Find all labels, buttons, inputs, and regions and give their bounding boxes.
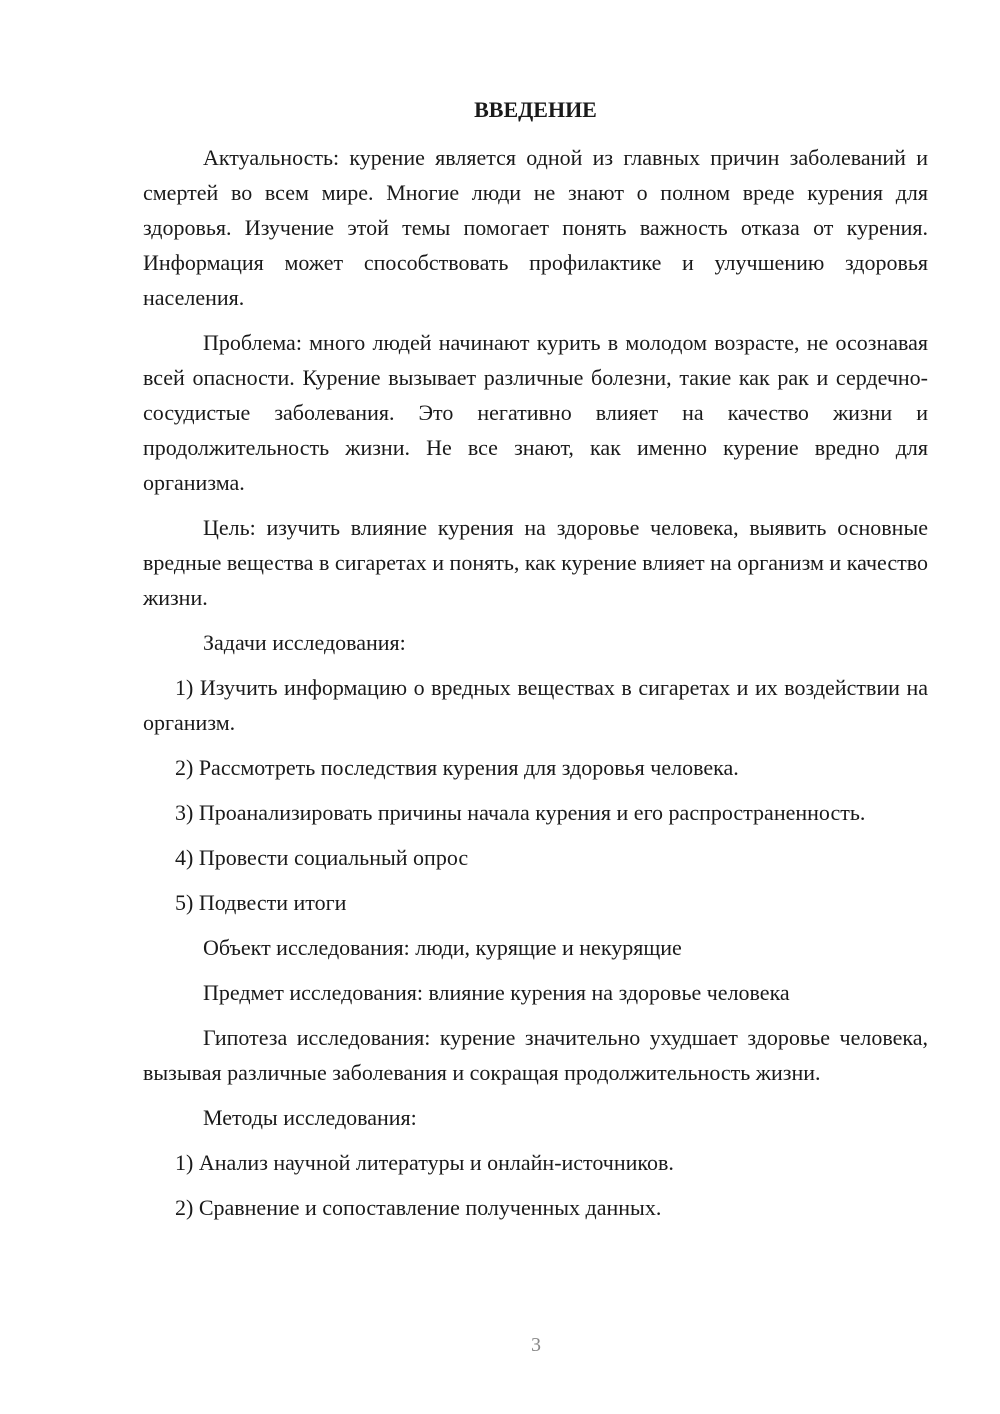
goal-paragraph: Цель: изучить влияние курения на здоровье человека, выявить основные вредные вещества в сигаретах и понять, как курение влияет на организм и качество жизни. [143,515,928,610]
section-title [143,90,928,130]
object-paragraph: Объект исследования: люди, курящие и некурящие [203,935,682,960]
task-item-3: 3) Проанализировать причины начала курения и его распространенность. [175,800,866,825]
method-item-2: 2) Сравнение и сопоставление полученных данных. [175,1195,662,1220]
task-item-5: 5) Подвести итоги [175,890,347,915]
task-item-2: 2) Рассмотреть последствия курения для здоровья человека. [175,755,739,780]
tasks-heading: Задачи исследования: [203,630,406,655]
section-title-text: ВВЕДЕНИЕ [474,97,597,122]
page-number: 3 [531,1334,541,1356]
document-page [143,90,928,1235]
relevance-paragraph: Актуальность: курение является одной из главных причин заболеваний и смертей во всем мире. Многие люди не знают о полном вреде курения для здоровья. Изучение этой темы помогает понять важность отказа от курения. Информация может способствовать профилактике и улучшению здоровья населения. [143,145,928,310]
method-item-1: 1) Анализ научной литературы и онлайн-источников. [175,1150,674,1175]
hypothesis-paragraph: Гипотеза исследования: курение значительно ухудшает здоровье человека, вызывая различные заболевания и сокращая продолжительность жизни. [143,1025,928,1085]
task-item-4: 4) Провести социальный опрос [175,845,469,870]
methods-heading: Методы исследования: [203,1105,417,1130]
problem-paragraph: Проблема: много людей начинают курить в молодом возрасте, не осознавая всей опасности. Курение вызывает различные болезни, такие как рак и сердечно-сосудистые заболевания. Это негативно влияет на качество жизни и продолжительность жизни. Не все знают, как именно курение вредно для организма. [143,330,928,495]
task-item-1: 1) Изучить информацию о вредных веществах в сигаретах и их воздействии на организм. [143,675,928,735]
subject-paragraph: Предмет исследования: влияние курения на здоровье человека [203,980,790,1005]
